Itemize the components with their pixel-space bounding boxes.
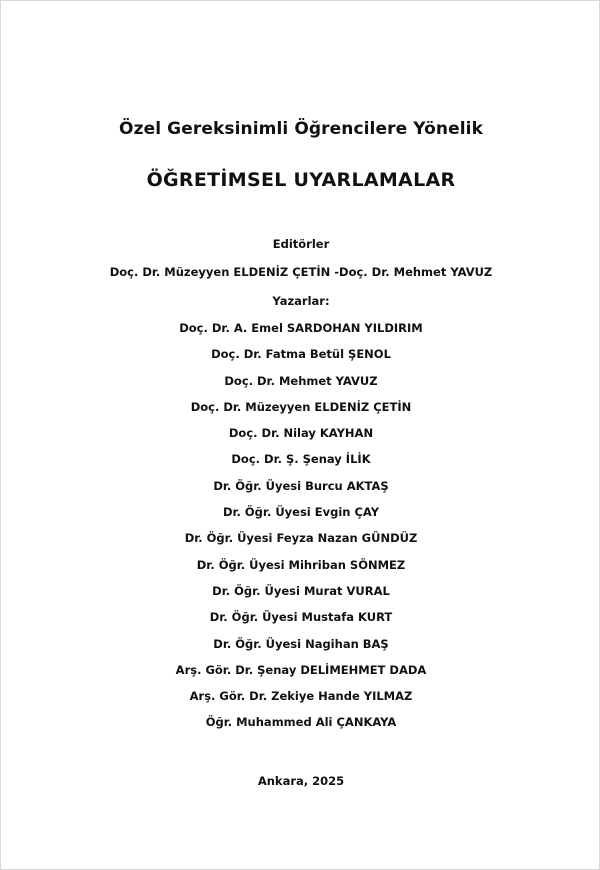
book-subtitle: Özel Gereksinimli Öğrencilere Yönelik [119, 119, 483, 139]
author-name: Arş. Gör. Dr. Zekiye Hande YILMAZ [189, 689, 413, 704]
author-name: Dr. Öğr. Üyesi Mihriban SÖNMEZ [196, 557, 406, 572]
author-name: Dr. Öğr. Üyesi Nagihan BAŞ [213, 636, 389, 651]
author-name: Doç. Dr. Mehmet YAVUZ [224, 373, 378, 388]
author-name: Doç. Dr. Müzeyyen ELDENİZ ÇETİN [190, 399, 412, 414]
editors-names: Doç. Dr. Müzeyyen ELDENİZ ÇETİN -Doç. Dr. Mehmet YAVUZ [109, 265, 493, 279]
author-name: Dr. Öğr. Üyesi Evgin ÇAY [222, 505, 380, 520]
book-title: ÖĞRETİMSEL UYARLAMALAR [146, 169, 456, 191]
author-name: Arş. Gör. Dr. Şenay DELİMEHMET DADA [175, 662, 427, 677]
editors-label: Editörler [272, 237, 330, 251]
publication-place-year: Ankara, 2025 [257, 774, 345, 788]
author-name: Doç. Dr. Ş. Şenay İLİK [231, 452, 371, 467]
author-name: Dr. Öğr. Üyesi Feyza Nazan GÜNDÜZ [184, 531, 418, 546]
authors-list [1, 321, 600, 742]
authors-label: Yazarlar: [272, 294, 330, 308]
author-name: Doç. Dr. A. Emel SARDOHAN YILDIRIM [179, 321, 423, 335]
author-name: Dr. Öğr. Üyesi Murat VURAL [212, 583, 390, 598]
author-name: Dr. Öğr. Üyesi Burcu AKTAŞ [213, 478, 389, 493]
author-name: Doç. Dr. Fatma Betül ŞENOL [211, 347, 391, 362]
author-name: Öğr. Muhammed Ali ÇANKAYA [205, 715, 397, 730]
author-name: Doç. Dr. Nilay KAYHAN [228, 426, 374, 441]
author-name: Dr. Öğr. Üyesi Mustafa KURT [209, 610, 393, 625]
